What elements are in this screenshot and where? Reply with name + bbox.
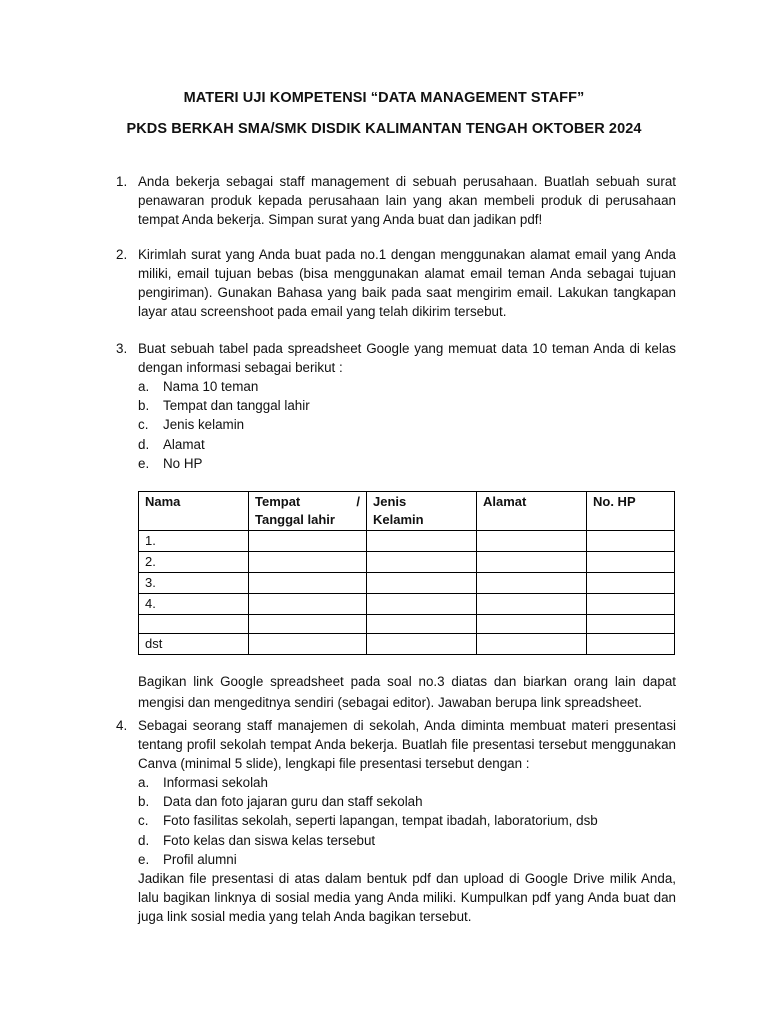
question-4-note: Jadikan file presentasi di atas dalam bentuk pdf dan upload di Google Drive milik Anda, lalu bagikan linknya di sosial media yang Anda miliki. Kumpulkan pdf yang Anda buat dan juga link sosial media yang telah Anda bagikan tersebut. xyxy=(138,871,676,925)
question-number: 4. xyxy=(116,718,128,733)
question-text: Anda bekerja sebagai staff management di sebuah perusahaan. Buatlah sebuah surat penawaran produk kepada perusahaan lain yang akan membeli produk di perusahaan tempat Anda bekerja. Simpan surat yang Anda buat dan jadikan pdf! xyxy=(138,174,676,227)
list-item: e. Profil alumni xyxy=(138,851,237,867)
table-header-row xyxy=(139,492,675,531)
question-1 xyxy=(116,172,676,229)
question-2 xyxy=(116,245,676,321)
question-3 xyxy=(116,339,676,473)
list-item: a. Nama 10 teman xyxy=(138,379,259,394)
sub-list xyxy=(116,773,676,869)
list-item: a. Informasi sekolah xyxy=(138,775,268,790)
list-item: b. Data dan foto jajaran guru dan staff sekolah xyxy=(138,794,423,810)
table-row: 2. xyxy=(139,552,675,573)
col-jenis-kelamin: Jenis Kelamin xyxy=(367,492,477,531)
list-item: b. Tempat dan tanggal lahir xyxy=(138,398,310,414)
list-item: c. Jenis kelamin xyxy=(138,417,245,433)
list-item: d. Foto kelas dan siswa kelas tersebut xyxy=(138,832,376,848)
sub-list xyxy=(116,377,676,473)
col-tempat-tanggal: Tempat / Tanggal lahir xyxy=(249,492,367,531)
col-nama: Nama xyxy=(139,492,249,531)
document-subtitle: PKDS BERKAH SMA/SMK DISDIK KALIMANTAN TENGAH OKTOBER 2024 xyxy=(126,121,642,137)
table-row xyxy=(139,615,675,634)
question-text: Sebagai seorang staff manajemen di sekolah, Anda diminta membuat materi presentasi tentang profil sekolah tempat Anda bekerja. Buatlah file presentasi tersebut menggunakan Canva (minimal 5 slide), lengkapi file presentasi tersebut dengan : xyxy=(138,718,676,771)
question-number: 3. xyxy=(116,341,128,356)
list-item: e. No HP xyxy=(138,455,203,471)
question-text: Buat sebuah tabel pada spreadsheet Google yang memuat data 10 teman Anda di kelas dengan informasi sebagai berikut : xyxy=(138,341,676,375)
data-table xyxy=(138,491,675,655)
question-3-note: Bagikan link Google spreadsheet pada soal no.3 diatas dan biarkan orang lain dapat mengisi dan mengeditnya sendiri (sebagai editor). Jawaban berupa link spreadsheet. xyxy=(138,674,676,711)
document-title: MATERI UJI KOMPETENSI “DATA MANAGEMENT STAFF” xyxy=(183,90,585,106)
question-number: 1. xyxy=(116,174,128,189)
list-item: c. Foto fasilitas sekolah, seperti lapangan, tempat ibadah, laboratorium, dsb xyxy=(138,813,598,829)
question-4 xyxy=(116,716,676,926)
question-text: Kirimlah surat yang Anda buat pada no.1 dengan menggunakan alamat email yang Anda miliki, email tujuan bebas (bisa menggunakan alamat email teman Anda sebagai tujuan pengiriman). Gunakan Bahasa yang baik pada saat mengirim email. Lakukan tangkapan layar atau screenshoot pada email yang telah dikirim tersebut. xyxy=(138,247,676,319)
table-row: 3. xyxy=(139,573,675,594)
question-number: 2. xyxy=(116,247,128,262)
table-row: dst xyxy=(139,634,675,655)
col-no-hp: No. HP xyxy=(587,492,675,531)
col-alamat: Alamat xyxy=(477,492,587,531)
list-item: d. Alamat xyxy=(138,436,205,452)
table-row: 1. xyxy=(139,531,675,552)
table-row: 4. xyxy=(139,594,675,615)
